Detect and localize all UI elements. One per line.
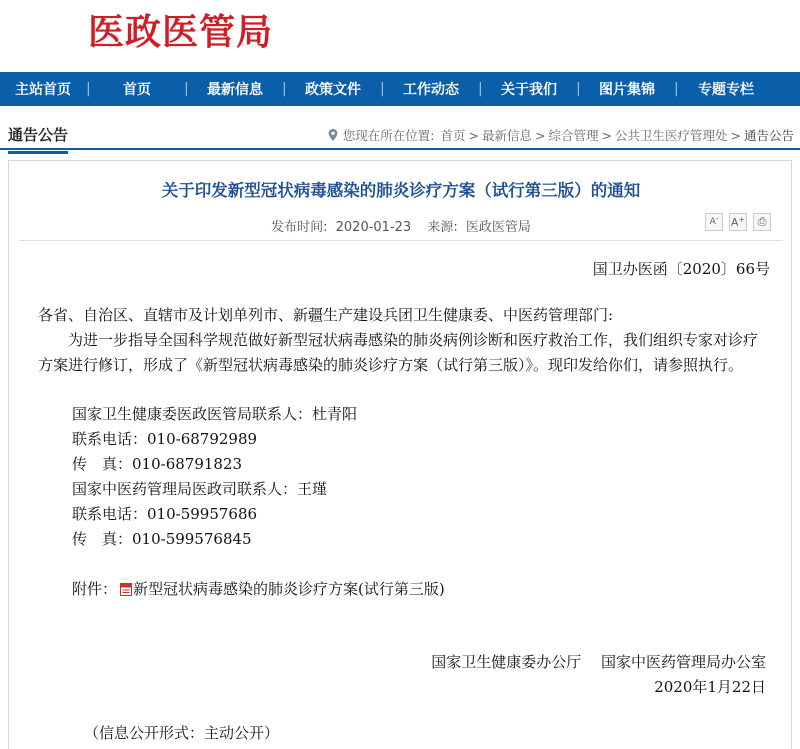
breadcrumb-notices[interactable]: 通告公告: [743, 128, 794, 143]
location-bar: [0, 118, 800, 150]
font-small-icon: A: [709, 217, 716, 227]
breadcrumb-general-management[interactable]: 综合管理: [548, 128, 599, 143]
breadcrumb-separator: >: [730, 127, 741, 143]
contact-nhc-fax: 传 真：010-68791823: [72, 455, 243, 473]
breadcrumb-home[interactable]: 首页: [440, 128, 466, 143]
nav-work-updates[interactable]: 工作动态: [403, 82, 459, 98]
site-title[interactable]: 医政医管局: [88, 12, 274, 53]
nav-separator: |: [86, 81, 91, 97]
font-decrease-button[interactable]: A -: [705, 213, 723, 231]
main-nav: [0, 72, 800, 106]
addressee: 各省、自治区、直辖市及计划单列市、新疆生产建设兵团卫生健康委、中医药管理部门:: [38, 306, 614, 324]
publish-date-label: 发布时间:: [271, 220, 328, 235]
nav-separator: |: [282, 81, 287, 97]
breadcrumb-separator: >: [535, 127, 546, 143]
location-pin-icon: [328, 129, 338, 141]
source: 医政医管局: [465, 220, 531, 235]
breadcrumb-latest-info[interactable]: 最新信息: [481, 128, 532, 143]
breadcrumb-separator: >: [468, 127, 479, 143]
attachment-label: 附件：: [72, 580, 118, 598]
article-title: 关于印发新型冠状病毒感染的肺炎诊疗方案（试行第三版）的通知: [161, 181, 641, 200]
nav-main-site-home[interactable]: 主站首页: [15, 82, 71, 98]
breadcrumb-public-health-division[interactable]: 公共卫生医疗管理处: [614, 128, 728, 143]
nav-separator: |: [380, 81, 385, 97]
source-label: 来源:: [427, 220, 458, 235]
print-icon: ⎙: [757, 215, 767, 228]
print-button[interactable]: [753, 213, 771, 231]
sign-date: 2020年1月22日: [654, 678, 766, 696]
contact-tcm-phone: 联系电话：010-59957686: [72, 505, 258, 523]
nav-special-topics[interactable]: 专题专栏: [698, 82, 754, 98]
section-label: 通告公告: [8, 124, 68, 154]
font-large-icon: A: [730, 215, 739, 229]
signatories: 国家卫生健康委办公厅 国家中医药管理局办公室: [431, 653, 766, 671]
contact-tcm-fax: 传 真：010-599576845: [72, 530, 252, 548]
nav-home[interactable]: 首页: [123, 82, 151, 98]
contact-nhc-phone: 联系电话：010-68792989: [72, 430, 258, 448]
nav-policy-documents[interactable]: 政策文件: [305, 82, 361, 98]
pdf-icon: [120, 583, 132, 596]
article-tools: [705, 213, 771, 231]
nav-separator: |: [478, 81, 483, 97]
font-increase-button[interactable]: A +: [729, 213, 747, 231]
breadcrumb-prefix: 您现在所在位置:: [342, 128, 435, 143]
document-number: 国卫办医函〔2020〕66号: [592, 260, 770, 278]
attachment-row: [72, 578, 445, 599]
article-meta: [9, 216, 793, 235]
nav-latest-info[interactable]: 最新信息: [207, 82, 263, 98]
nav-separator: |: [576, 81, 581, 97]
site-header: [0, 0, 800, 72]
publish-date: 2020-01-23: [335, 220, 412, 235]
nav-separator: |: [674, 81, 679, 97]
breadcrumb-separator: >: [601, 127, 612, 143]
nav-separator: |: [184, 81, 189, 97]
contact-nhc-person: 国家卫生健康委医政医管局联系人：杜青阳: [72, 405, 358, 423]
meta-divider: [19, 240, 783, 241]
nav-photo-gallery[interactable]: 图片集锦: [599, 82, 655, 98]
body-paragraph: 为进一步指导全国科学规范做好新型冠状病毒感染的肺炎病例诊断和医疗救治工作，我们组织专家对诊疗方案进行修订，形成了《新型冠状病毒感染的肺炎诊疗方案（试行第三版）》。现印发给你们，请参照执行。: [38, 331, 759, 374]
breadcrumb: [328, 126, 794, 144]
attachment-link[interactable]: 新型冠状病毒感染的肺炎诊疗方案(试行第三版): [133, 580, 445, 598]
nav-about-us[interactable]: 关于我们: [501, 82, 557, 98]
contact-tcm-person: 国家中医药管理局医政司联系人：王瑾: [72, 480, 328, 498]
disclosure-note: （信息公开形式：主动公开）: [84, 724, 280, 742]
